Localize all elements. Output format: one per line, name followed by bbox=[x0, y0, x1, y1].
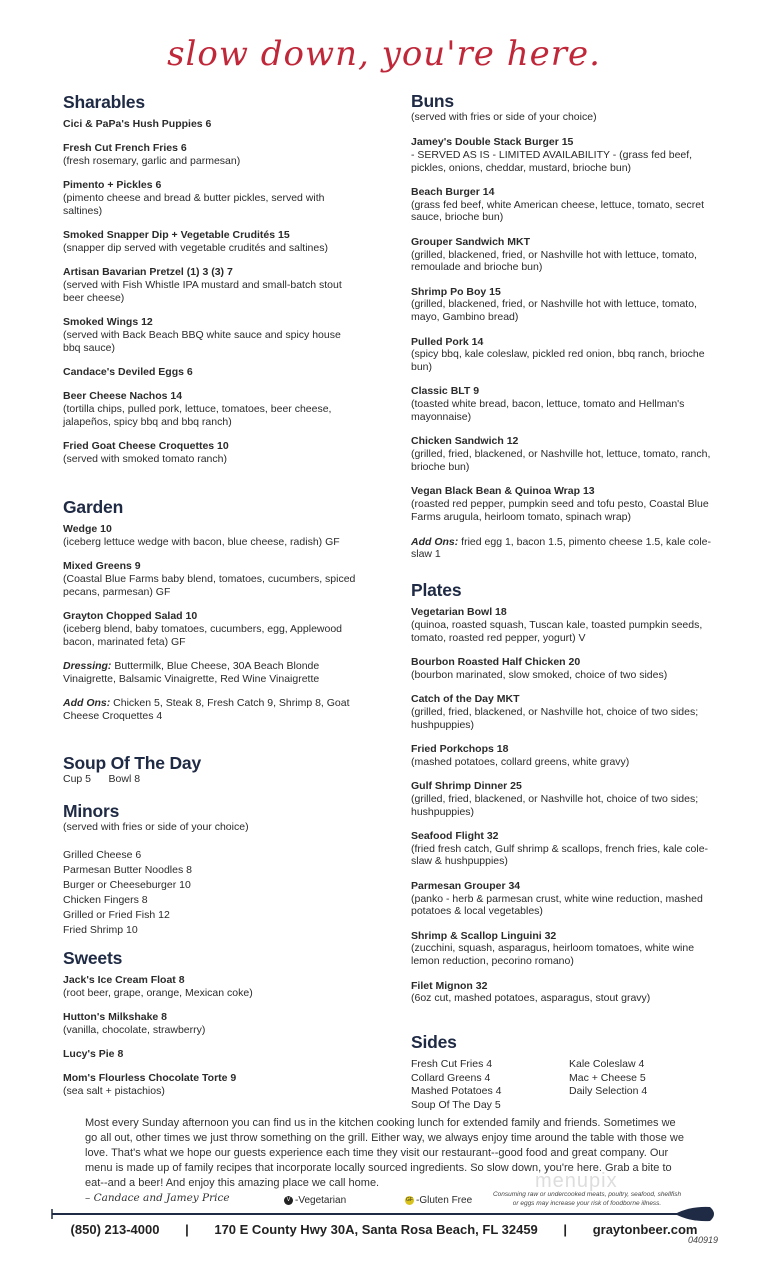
note-label: Dressing: bbox=[63, 659, 112, 672]
menu-item-description: (roasted red pepper, pumpkin seed and tofu pesto, Coastal Blue Farms arugula, heirloom tomato, spinach wrap) bbox=[411, 498, 709, 523]
menu-note bbox=[63, 697, 358, 723]
menu-item-name: Classic BLT 9 bbox=[411, 385, 480, 398]
section-sides bbox=[411, 1032, 716, 1112]
menu-item bbox=[411, 830, 716, 868]
side-item: Soup Of The Day 5 bbox=[411, 1098, 501, 1111]
section-heading: Plates bbox=[411, 580, 462, 600]
menu-item-description: (served with Fish Whistle IPA mustard and small-batch stout beer cheese) bbox=[63, 279, 342, 304]
phone-number[interactable]: (850) 213-4000 bbox=[70, 1222, 160, 1237]
menu-item-name: Smoked Snapper Dip + Vegetable Crudités 15 bbox=[63, 229, 290, 242]
gluten-free-icon: GF bbox=[406, 1197, 413, 1203]
website-link[interactable]: graytonbeer.com bbox=[592, 1222, 698, 1237]
section-heading: Sweets bbox=[63, 948, 123, 968]
menu-item bbox=[63, 1072, 358, 1098]
menu-item-name: Fried Porkchops 18 bbox=[411, 742, 509, 755]
menu-item-name: Fresh Cut French Fries 6 bbox=[63, 142, 187, 155]
story-paragraph: Most every Sunday afternoon you can find us in the kitchen cooking lunch for extended family and friends. Sometimes we go all out, other times we just throw something on the grill. Either way, we always enjoy time around the table with those we love. That's what we hope our guests experience each time they visit our restaurant--good food and great company. Our menu is made up of family recipes that incorporate locally sourced ingredients. So slow down, you're here. Grab a bite to eat--and a beer! And enjoy this amazing place we call home. bbox=[85, 1117, 684, 1189]
section-buns bbox=[411, 91, 716, 573]
menu-item-name: Grayton Chopped Salad 10 bbox=[63, 609, 198, 622]
section-heading: Minors bbox=[63, 801, 120, 821]
watermark: menupix bbox=[535, 1170, 618, 1192]
separator: | bbox=[563, 1222, 568, 1237]
section-soup bbox=[63, 753, 358, 798]
menu-item bbox=[63, 118, 358, 131]
menu-item-description: (zucchini, squash, asparagus, heirloom tomatoes, white wine lemon reduction, pecorino romano) bbox=[411, 942, 695, 968]
menu-item bbox=[411, 485, 716, 523]
menu-item-name: Shrimp & Scallop Linguini 32 bbox=[411, 929, 557, 942]
menu-item-name: Grouper Sandwich MKT bbox=[411, 235, 531, 248]
menu-item-description: (mashed potatoes, collard greens, white gravy) bbox=[411, 755, 630, 768]
menu-item bbox=[411, 743, 716, 769]
menu-item bbox=[63, 390, 358, 428]
note-text: Chicken 5, Steak 8, Fresh Catch 9, Shrimp 8, Goat Cheese Croquettes 4 bbox=[63, 696, 350, 722]
side-item: Collard Greens 4 bbox=[411, 1071, 491, 1084]
menu-item-name: Catch of the Day MKT bbox=[411, 692, 520, 705]
menu-item-description: (served with Back Beach BBQ white sauce and spicy house bbq sauce) bbox=[63, 329, 341, 354]
menu-note bbox=[411, 536, 716, 562]
menu-item bbox=[411, 236, 716, 274]
menu-item bbox=[63, 229, 358, 255]
menu-item-description: (served with smoked tomato ranch) bbox=[63, 453, 227, 466]
menu-item-name: Pulled Pork 14 bbox=[411, 335, 484, 348]
menu-item-name: Bourbon Roasted Half Chicken 20 bbox=[411, 655, 581, 668]
note-text: fried egg 1, bacon 1.5, pimento cheese 1.5, kale cole-slaw 1 bbox=[411, 535, 711, 561]
separator: | bbox=[185, 1222, 189, 1237]
menu-item bbox=[411, 385, 716, 423]
section-subtitle: (served with fries or side of your choice) bbox=[63, 821, 249, 833]
menu-item-description: (sea salt + pistachios) bbox=[63, 1085, 165, 1098]
menu-item-description: (quinoa, roasted squash, Tuscan kale, toasted pumpkin seeds, tomato, roasted red pepper, yogurt) V bbox=[411, 618, 703, 644]
menu-item bbox=[63, 610, 358, 648]
section-heading: Garden bbox=[63, 497, 124, 517]
menu-item bbox=[411, 656, 716, 682]
menu-item bbox=[411, 606, 716, 644]
menu-item bbox=[63, 1011, 358, 1037]
section-garden bbox=[63, 497, 358, 734]
vegetarian-label: -Vegetarian bbox=[295, 1195, 347, 1206]
menu-item-description: (6oz cut, mashed potatoes, asparagus, stout gravy) bbox=[411, 992, 651, 1005]
menu-item-description: - SERVED AS IS - LIMITED AVAILABILITY - (grass fed beef, pickles, onions, cheddar, mustard, brioche bun) bbox=[411, 148, 693, 174]
section-plates bbox=[411, 580, 716, 1017]
side-item: Fresh Cut Fries 4 bbox=[411, 1058, 493, 1070]
menu-item-description: (root beer, grape, orange, Mexican coke) bbox=[63, 986, 253, 999]
menu-item bbox=[411, 693, 716, 731]
menu-item-description: (vanilla, chocolate, strawberry) bbox=[63, 1023, 206, 1036]
menu-item-name: Hutton's Milkshake 8 bbox=[63, 1011, 168, 1024]
menu-item-name: Jamey's Double Stack Burger 15 bbox=[411, 136, 574, 148]
menu-item-description: (grilled, fried, blackened, or Nashville hot, lettuce, tomato, ranch, brioche bun) bbox=[411, 448, 711, 473]
menu-item bbox=[411, 286, 716, 324]
menu-item bbox=[411, 980, 716, 1006]
menu-item-description: (toasted white bread, bacon, lettuce, tomato and Hellman's mayonnaise) bbox=[411, 398, 685, 424]
menu-item bbox=[63, 523, 358, 549]
note-label: Add Ons: bbox=[411, 535, 459, 548]
menu-item-name: Jack's Ice Cream Float 8 bbox=[63, 974, 185, 986]
menu-item bbox=[63, 1048, 358, 1061]
menu-item-description: (iceberg blend, baby tomatoes, cucumbers, egg, Applewood bacon, marinated feta) GF bbox=[63, 622, 343, 648]
section-sweets bbox=[63, 948, 358, 1110]
menu-item-description: (fried fresh catch, Gulf shrimp & scallops, french fries, kale cole-slaw & hushpuppies) bbox=[411, 842, 709, 868]
section-minors bbox=[63, 801, 358, 938]
contact-line bbox=[0, 1222, 768, 1237]
menu-item bbox=[411, 780, 716, 818]
menu-item-description: (panko - herb & parmesan crust, white wine reduction, mashed potatoes & local vegetables) bbox=[411, 892, 703, 918]
section-heading: Sides bbox=[411, 1032, 457, 1052]
side-item: Mashed Potatoes 4 bbox=[411, 1085, 502, 1097]
slogan-logo: slow down, you're here. bbox=[167, 34, 601, 74]
menu-item-description: (tortilla chips, pulled pork, lettuce, tomatoes, beer cheese, jalapeños, spicy bbq and bbq ranch) bbox=[63, 403, 332, 429]
menu-item-name: Beer Cheese Nachos 14 bbox=[63, 390, 183, 403]
menu-item-name: Wedge 10 bbox=[63, 523, 112, 535]
menu-item bbox=[411, 435, 716, 473]
menu-item-description: (grilled, blackened, fried, or Nashville hot with lettuce, tomato, mayo, Gambino bread) bbox=[411, 298, 697, 324]
side-item: Kale Coleslaw 4 bbox=[569, 1058, 645, 1070]
menu-item-description: (Coastal Blue Farms baby blend, tomatoes, cucumbers, spiced pecans, parmesan) GF bbox=[63, 572, 356, 598]
menu-item-name: Candace's Deviled Eggs 6 bbox=[63, 366, 193, 379]
section-heading: Soup Of The Day bbox=[63, 753, 201, 773]
list-item: Grilled or Fried Fish 12 bbox=[63, 909, 170, 921]
list-item: Burger or Cheeseburger 10 bbox=[63, 879, 191, 891]
menu-item-name: Vegan Black Bean & Quinoa Wrap 13 bbox=[411, 485, 595, 498]
menu-item-description: (pimento cheese and bread & butter pickles, served with saltines) bbox=[63, 192, 325, 217]
menu-item bbox=[411, 186, 716, 224]
menu-item-name: Shrimp Po Boy 15 bbox=[411, 285, 501, 298]
section-subtitle: (served with fries or side of your choice) bbox=[411, 111, 597, 123]
menu-item-description: (grilled, fried, blackened, or Nashville hot, choice of two sides; hushpuppies) bbox=[411, 705, 699, 731]
note-text: Buttermilk, Blue Cheese, 30A Beach Blonde Vinaigrette, Balsamic Vinaigrette, Red Wine Vinaigrette bbox=[63, 659, 320, 685]
menu-item bbox=[63, 179, 358, 217]
menu-version-code: 040919 bbox=[687, 1235, 718, 1245]
menu-item bbox=[411, 336, 716, 374]
section-heading: Sharables bbox=[63, 92, 145, 112]
gluten-free-label: -Gluten Free bbox=[416, 1195, 473, 1206]
menu-item-name: Cici & PaPa's Hush Puppies 6 bbox=[63, 118, 212, 130]
menu-item bbox=[63, 316, 358, 354]
menu-item-name: Mom's Flourless Chocolate Torte 9 bbox=[63, 1072, 237, 1085]
menu-item-description: (grilled, blackened, fried, or Nashville hot with lettuce, tomato, remoulade and brioche bun) bbox=[411, 248, 697, 274]
foodborne-warning: Consuming raw or undercooked meats, poultry, seafood, shellfish or eggs may increase your risk of foodborne illness. bbox=[492, 1191, 682, 1207]
menu-item-description: (grass fed beef, white American cheese, lettuce, tomato, secret sauce, brioche bun) bbox=[411, 198, 704, 224]
list-item: Chicken Fingers 8 bbox=[63, 894, 148, 906]
menu-note bbox=[63, 660, 358, 686]
list-item: Fried Shrimp 10 bbox=[63, 924, 138, 936]
menu-item bbox=[63, 974, 358, 1000]
section-heading: Buns bbox=[411, 91, 454, 111]
menu-item-description: (iceberg lettuce wedge with bacon, blue cheese, radish) GF bbox=[63, 535, 340, 548]
address: 170 E County Hwy 30A, Santa Rosa Beach, FL 32459 bbox=[214, 1222, 538, 1237]
menu-item-name: Gulf Shrimp Dinner 25 bbox=[411, 779, 522, 792]
menu-item bbox=[411, 930, 716, 968]
menu-item-name: Lucy's Pie 8 bbox=[63, 1048, 124, 1061]
menu-item-description: (bourbon marinated, slow smoked, choice of two sides) bbox=[411, 668, 668, 681]
menu-item-name: Vegetarian Bowl 18 bbox=[411, 606, 507, 618]
side-item: Daily Selection 4 bbox=[569, 1085, 648, 1097]
menu-item-name: Parmesan Grouper 34 bbox=[411, 879, 521, 892]
menu-item-name: Filet Mignon 32 bbox=[411, 979, 488, 992]
section-subtitle: Cup 5 Bowl 8 bbox=[63, 773, 141, 785]
menu-item-name: Beach Burger 14 bbox=[411, 185, 495, 198]
sides-grid bbox=[411, 1058, 716, 1112]
menu-item bbox=[63, 560, 358, 598]
menu-item-name: Fried Goat Cheese Croquettes 10 bbox=[63, 440, 229, 453]
menu-item-name: Seafood Flight 32 bbox=[411, 829, 499, 842]
list-item: Parmesan Butter Noodles 8 bbox=[63, 864, 192, 876]
menu-item bbox=[63, 142, 358, 168]
note-label: Add Ons: bbox=[63, 696, 111, 709]
vegetarian-icon: V bbox=[284, 1196, 293, 1205]
menu-item bbox=[63, 366, 358, 379]
menu-item-name: Artisan Bavarian Pretzel (1) 3 (3) 7 bbox=[63, 266, 233, 279]
menu-item bbox=[63, 266, 358, 304]
menu-item-description: (snapper dip served with vegetable crudités and saltines) bbox=[63, 242, 328, 255]
signature: – Candace and Jamey Price bbox=[85, 1192, 230, 1204]
menu-item-name: Pimento + Pickles 6 bbox=[63, 179, 162, 192]
menu-item bbox=[63, 440, 358, 466]
menu-item-name: Smoked Wings 12 bbox=[63, 316, 153, 329]
menu-item-description: (spicy bbq, kale coleslaw, pickled red onion, bbq ranch, brioche bun) bbox=[411, 348, 705, 374]
menu-item-name: Mixed Greens 9 bbox=[63, 560, 141, 573]
list-item: Grilled Cheese 6 bbox=[63, 849, 142, 861]
menu-item bbox=[411, 880, 716, 918]
menu-item bbox=[411, 136, 716, 174]
section-sharables bbox=[63, 92, 358, 477]
menu-item-description: (fresh rosemary, garlic and parmesan) bbox=[63, 155, 241, 168]
side-item: Mac + Cheese 5 bbox=[569, 1071, 646, 1084]
menu-item-name: Chicken Sandwich 12 bbox=[411, 435, 519, 448]
menu-item-description: (grilled, fried, blackened, or Nashville hot, choice of two sides; hushpuppies) bbox=[411, 792, 699, 818]
